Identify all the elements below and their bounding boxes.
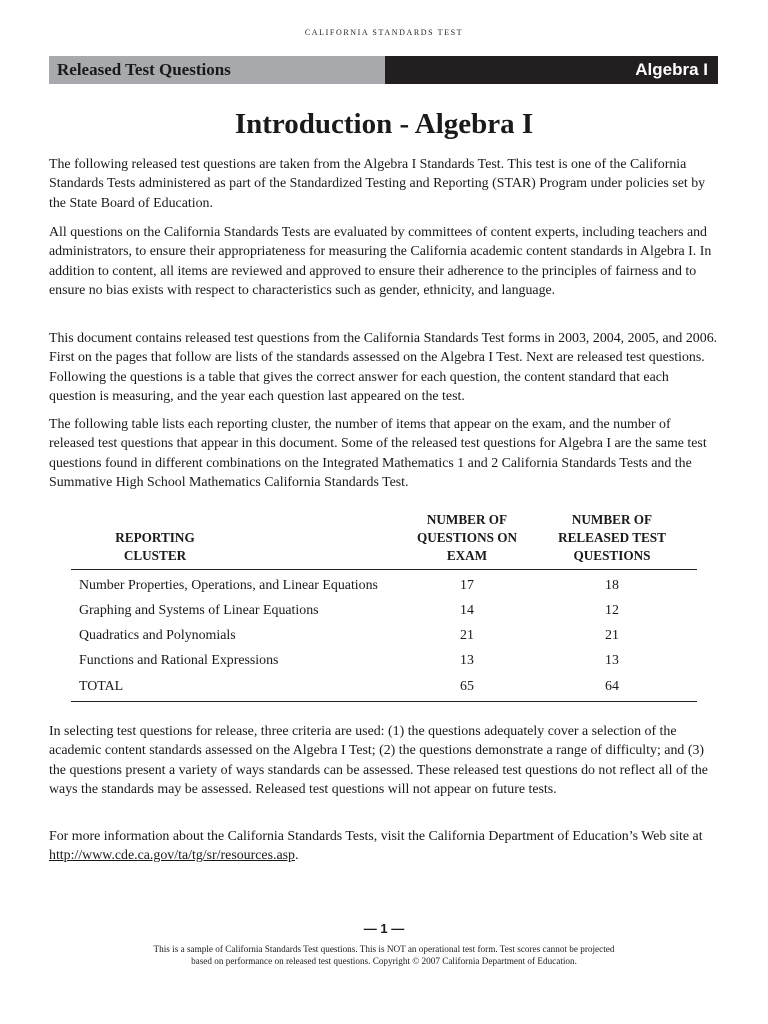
cluster-name: Graphing and Systems of Linear Equations bbox=[79, 602, 319, 618]
section-banner bbox=[49, 56, 718, 84]
exam-count: 65 bbox=[407, 674, 527, 702]
header-text: NUMBER OF bbox=[571, 512, 653, 527]
reporting-cluster-table bbox=[71, 511, 697, 702]
header-released-questions bbox=[527, 511, 697, 570]
more-info-paragraph bbox=[49, 827, 719, 866]
paragraph-text-lead: For more information about the California Standards Tests, visit the California Department of Education’s Web site at bbox=[49, 829, 703, 844]
header-text: NUMBER OF bbox=[426, 512, 508, 527]
cluster-name: Number Properties, Operations, and Linear Equations bbox=[79, 577, 378, 593]
cluster-table bbox=[71, 511, 697, 702]
released-count: 12 bbox=[605, 602, 619, 618]
footer-line: based on performance on released test questions. Copyright © 2007 California Department of Education. bbox=[191, 955, 577, 966]
table-row bbox=[71, 649, 697, 674]
header-text: QUESTIONS ON bbox=[416, 530, 518, 545]
page-number: — 1 — bbox=[363, 921, 405, 936]
paragraph-text-end: . bbox=[294, 848, 299, 864]
released-count: 64 bbox=[527, 674, 697, 702]
header-text: RELEASED TEST bbox=[558, 530, 666, 545]
footer-line: This is a sample of California Standards Test questions. This is NOT an operational test form. Test scores cannot be projected bbox=[153, 944, 615, 954]
table-row-total bbox=[71, 674, 697, 702]
banner-subject: Algebra I bbox=[385, 56, 718, 84]
released-count: 18 bbox=[605, 577, 619, 593]
intro-paragraph-2 bbox=[49, 223, 719, 300]
table-row bbox=[71, 623, 697, 648]
intro-paragraph-4 bbox=[49, 415, 719, 492]
cluster-name: TOTAL bbox=[71, 674, 407, 702]
released-count: 13 bbox=[605, 653, 619, 669]
paragraph-text: The following table lists each reporting cluster, the number of items that appear on the exam, and the number of released test questions that appear in this document. Some of the released test questions for Algebra I are the same test questions found in different combinations on the Integrated Mathematics 1 and 2 California Standards Tests and the Summative High School Mathematics California Standards Test. bbox=[49, 417, 707, 490]
header-text: REPORTING bbox=[115, 530, 195, 545]
intro-paragraph-3 bbox=[49, 329, 719, 406]
exam-count: 17 bbox=[460, 577, 474, 593]
exam-count: 13 bbox=[460, 653, 474, 669]
header-text: QUESTIONS bbox=[573, 548, 651, 563]
cluster-name: Functions and Rational Expressions bbox=[79, 653, 279, 669]
table-row bbox=[71, 598, 697, 623]
release-criteria-paragraph bbox=[49, 722, 719, 799]
paragraph-text: All questions on the California Standards Tests are evaluated by committees of content experts, including teachers and administrators, to ensure their appropriateness for measuring the California academic content standards in Algebra I. In addition to content, all items are reviewed and approved to ensure their adherence to the principles of fairness and to ensure no bias exists with respect to characteristics such as gender, ethnicity, and language. bbox=[49, 225, 712, 298]
banner-section-title: Released Test Questions bbox=[49, 56, 385, 84]
exam-count: 21 bbox=[460, 627, 474, 643]
cde-resources-link[interactable]: http://www.cde.ca.gov/ta/tg/sr/resources.asp bbox=[49, 848, 295, 864]
document-header-label: CALIFORNIA STANDARDS TEST bbox=[304, 28, 464, 37]
released-count: 21 bbox=[605, 627, 619, 643]
header-spacer bbox=[239, 511, 407, 570]
cluster-name: Quadratics and Polynomials bbox=[79, 627, 236, 643]
page-title: Introduction - Algebra I bbox=[234, 108, 534, 140]
paragraph-text: In selecting test questions for release, three criteria are used: (1) the questions adequately cover a selection of the academic content standards assessed on the Algebra I Test; (2) the questions demonstrate a range of difficulty; and (3) the questions present a variety of ways standards can be assessed. These released test questions do not reflect all of the ways the standards may be assessed. Released test questions will not appear on future tests. bbox=[49, 724, 708, 797]
header-reporting-cluster bbox=[71, 511, 239, 570]
header-text: EXAM bbox=[446, 548, 488, 563]
paragraph-text: This document contains released test questions from the California Standards Test forms in 2003, 2004, 2005, and 2006. First on the pages that follow are lists of the standards assessed on the Algebra I Test. Next are released test questions. Following the questions is a table that gives the correct answer for each question, the content standard that each question is measuring, and the year each question last appeared on the test. bbox=[49, 331, 718, 404]
table-header-row bbox=[71, 511, 697, 570]
table-row bbox=[71, 570, 697, 599]
intro-paragraph-1 bbox=[49, 155, 719, 213]
header-questions-on-exam bbox=[407, 511, 527, 570]
paragraph-text: The following released test questions are taken from the Algebra I Standards Test. This test is one of the California Standards Tests administered as part of the Standardized Testing and Reporting (STAR) Program under policies set by the State Board of Education. bbox=[49, 157, 706, 211]
paragraph-text bbox=[49, 827, 719, 866]
copyright-footer bbox=[0, 944, 768, 967]
exam-count: 14 bbox=[460, 602, 474, 618]
header-text: CLUSTER bbox=[123, 548, 187, 563]
